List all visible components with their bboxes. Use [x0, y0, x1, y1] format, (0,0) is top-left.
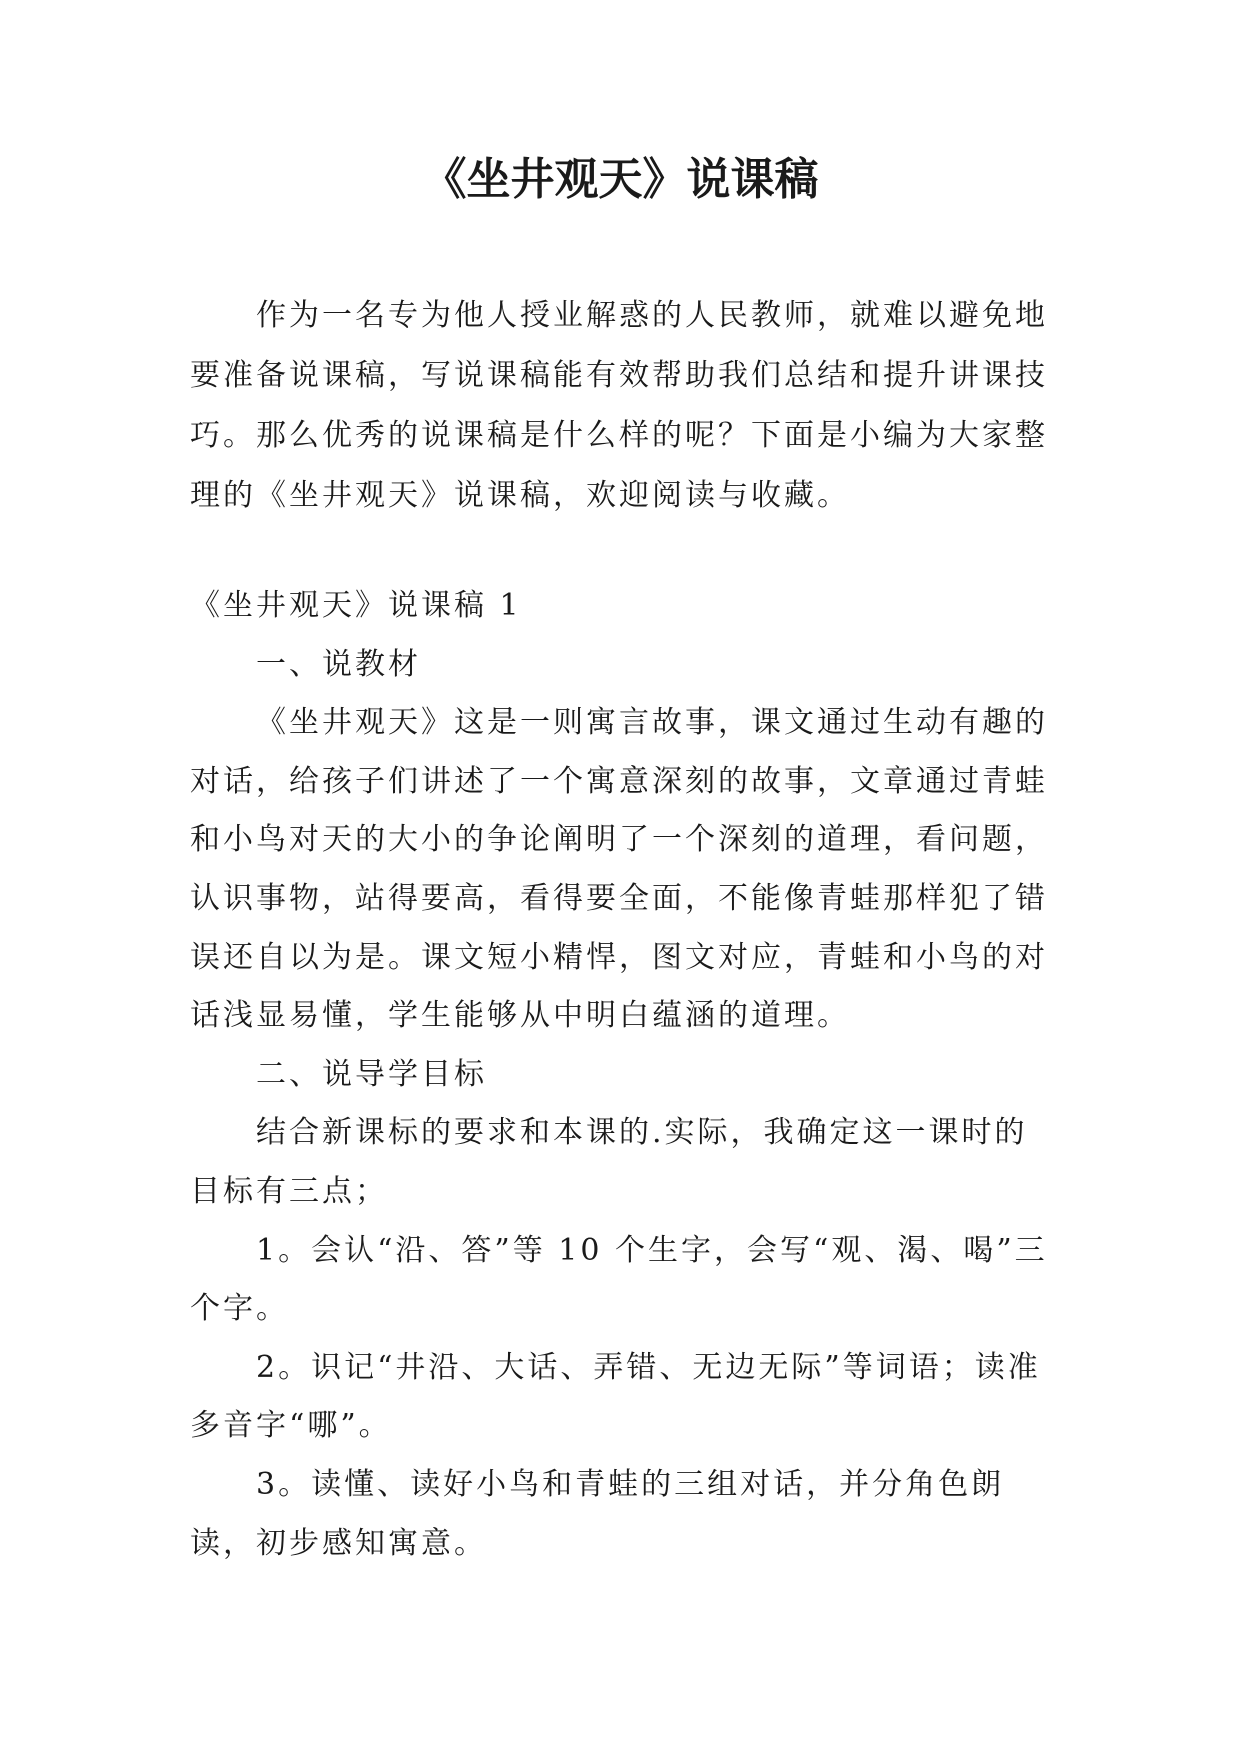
paragraph-teaching-material: 《坐井观天》这是一则寓言故事，课文通过生动有趣的对话，给孩子们讲述了一个寓意深刻的故事，文章通过青蛙和小鸟对天的大小的争论阐明了一个深刻的道理，看问题，认识事物，站得要高，看得要全面，不能像青蛙那样犯了错误还自以为是。课文短小精悍，图文对应，青蛙和小鸟的对话浅显易懂，学生能够从中明白蕴涵的道理。: [190, 705, 1048, 1034]
goal-item-3: 3。读懂、读好小鸟和青蛙的三组对话，并分角色朗读，初步感知寓意。: [190, 1466, 1005, 1561]
section-title: 《坐井观天》说课稿 1: [190, 588, 522, 623]
intro-block: [190, 286, 1052, 526]
sections-block: [190, 577, 1052, 1573]
goal-item-2: 2。识记“井沿、大话、弄错、无边无际”等词语；读准多音字“哪”。: [190, 1349, 1041, 1444]
document-body: [190, 286, 1052, 1573]
goal-item-1: 1。会认“沿、答”等 10 个生字，会写“观、渴、喝”三个字。: [190, 1232, 1048, 1327]
heading-learning-goals: 二、说导学目标: [256, 1056, 487, 1092]
document-title: 《坐井观天》说课稿: [422, 154, 819, 205]
paragraph-learning-goals: 结合新课标的要求和本课的.实际，我确定这一课时的目标有三点；: [190, 1115, 1028, 1209]
intro-paragraph: 作为一名专为他人授业解惑的人民教师，就难以避免地要准备说课稿，写说课稿能有效帮助我们总结和提升讲课技巧。那么优秀的说课稿是什么样的呢？下面是小编为大家整理的《坐井观天》说课稿，欢迎阅读与收藏。: [190, 298, 1048, 513]
heading-teaching-material: 一、说教材: [256, 646, 421, 682]
